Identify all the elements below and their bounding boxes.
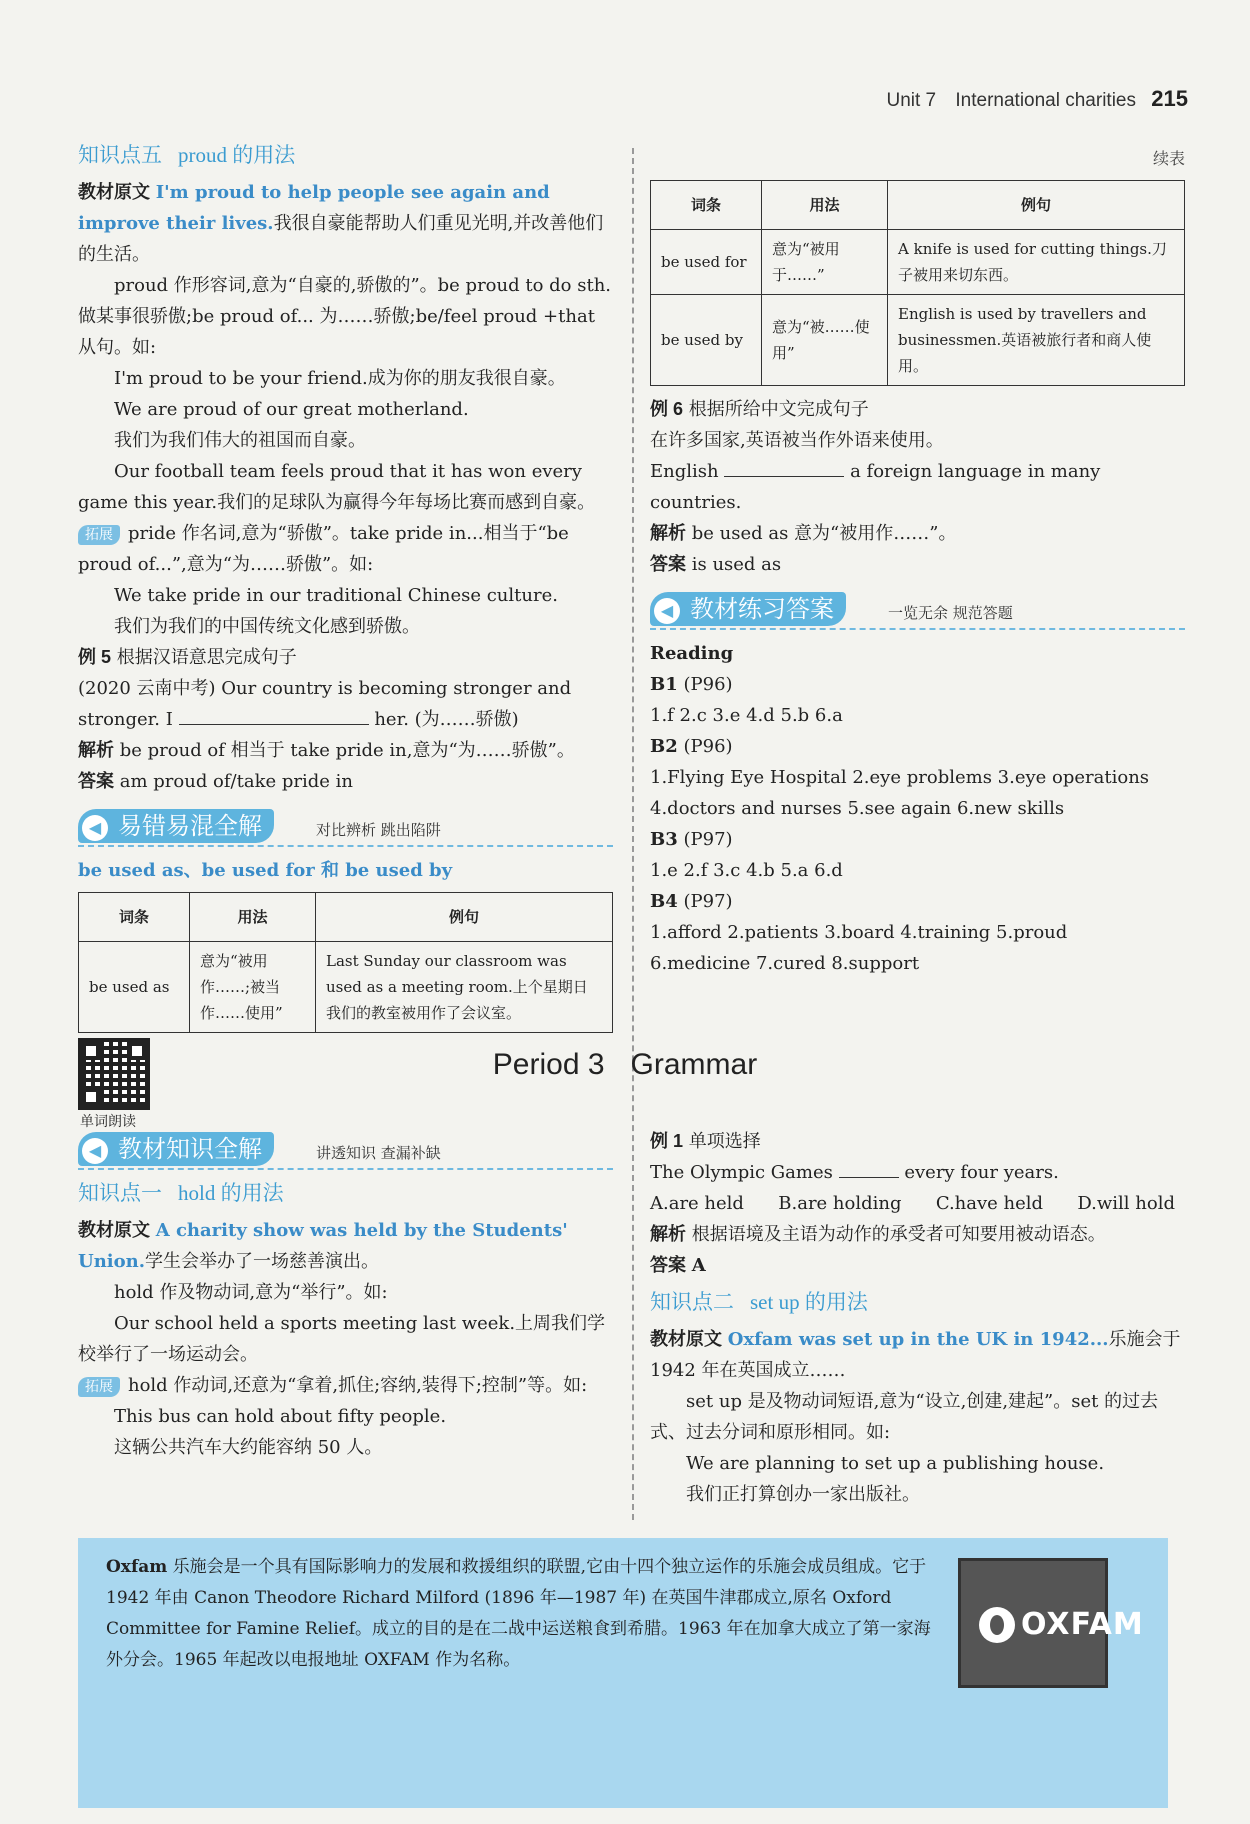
answers-b2-line2: 4.doctors and nurses 5.see again 6.new skills (650, 798, 1065, 819)
left-column-bottom (78, 1130, 613, 1463)
table-cell-term: be used by (651, 295, 762, 386)
unit-title: International charities (955, 90, 1136, 111)
oxfam-info-box (78, 1538, 1168, 1808)
column-divider (632, 148, 634, 1520)
k5-example-1: I'm proud to be your friend.成为你的朋友我很自豪。 (114, 368, 566, 389)
exercise-1-analysis: 解析 根据语境及主语为动作的承受者可知要用被动语态。 (650, 1224, 1106, 1245)
exercise-1-options (650, 1188, 1185, 1219)
exercise-6-chinese: 在许多国家,英语被当作外语来使用。 (650, 430, 944, 451)
banner-yicuo-title: ◀ 易错易混全解 (78, 809, 274, 843)
period-label: Period 3 (492, 1048, 605, 1081)
answers-b1-heading: B1 (P96) (650, 674, 733, 695)
table-cell-example: English is used by travellers and businessmen.英语被旅行者和商人使用。 (888, 295, 1185, 386)
answers-reading: Reading (650, 643, 734, 664)
megaphone-icon: ◀ (654, 598, 680, 624)
extension-tag: 拓展 (78, 1377, 120, 1397)
exercise-1-blank[interactable] (839, 1157, 899, 1178)
banner-yicuo-subtitle: 对比辨析 跳出陷阱 (316, 821, 441, 839)
k5-extension: 拓展 pride 作名词,意为“骄傲”。take pride in...相当于“be proud of...”,意为“为……骄傲”。如: (78, 523, 569, 575)
table-row (651, 230, 1185, 295)
banner-answers (650, 590, 1185, 630)
option-d[interactable]: D.will hold (1077, 1193, 1175, 1214)
table-header-example: 例句 (888, 181, 1185, 230)
k2-source: 教材原文 Oxfam was set up in the UK in 1942...乐施会于 1942 年在英国成立…… (650, 1329, 1181, 1381)
k5-example-2: We are proud of our great motherland. (114, 399, 469, 420)
k5-example-3: Our football team feels proud that it has won every game this year.我们的足球队为赢得今年每场比赛而感到自豪。 (78, 461, 596, 513)
continued-label: 续表 (1152, 149, 1185, 168)
table-cell-example: A knife is used for cutting things.刀子被用来切东西。 (888, 230, 1185, 295)
table-header-row (651, 181, 1185, 230)
exercise-6-answer: 答案 is used as (650, 554, 782, 575)
answers-b4-line1: 1.afford 2.patients 3.board 4.training 5.proud (650, 922, 1068, 943)
option-a[interactable]: A.are held (650, 1193, 744, 1214)
exercise-6-question: English a foreign language in many countries. (650, 456, 1185, 518)
k5-example-4: We take pride in our traditional Chinese culture. (114, 585, 558, 606)
k2-explanation: set up 是及物动词短语,意为“设立,创建,建起”。set 的过去式、过去分词和原形相同。如: (650, 1391, 1159, 1443)
answers-b2-line1: 1.Flying Eye Hospital 2.eye problems 3.eye operations (650, 767, 1150, 788)
period-title: Grammar (630, 1048, 758, 1081)
k2-title: 知识点二 set up 的用法 (650, 1290, 868, 1314)
used-comparison-title: be used as、be used for 和 be used by (78, 860, 453, 881)
exercise-6-analysis: 解析 be used as 意为“被用作……”。 (650, 523, 957, 544)
banner-knowledge (78, 1130, 613, 1170)
oxfam-name: Oxfam (106, 1557, 168, 1577)
k2-example-1: We are planning to set up a publishing house. (686, 1453, 1105, 1474)
option-b[interactable]: B.are holding (778, 1193, 902, 1214)
right-column-bottom (650, 1126, 1185, 1510)
table-row (651, 295, 1185, 386)
table-cell-term: be used as (79, 942, 190, 1033)
left-column-top (78, 140, 613, 1033)
answers-b2-heading: B2 (P96) (650, 736, 733, 757)
banner-knowledge-title: ◀ 教材知识全解 (78, 1132, 274, 1166)
k1-extension: 拓展 hold 作动词,还意为“拿着,抓住;容纳,装得下;控制”等。如: (78, 1370, 613, 1401)
exercise-5-blank[interactable] (179, 704, 369, 725)
table-header-term: 词条 (651, 181, 762, 230)
megaphone-icon: ◀ (82, 815, 108, 841)
answers-b4-heading: B4 (P97) (650, 891, 733, 912)
oxfam-description: Oxfam 乐施会是一个具有国际影响力的发展和救援组织的联盟,它由十四个独立运作的乐施会成员组成。它于 1942 年由 Canon Theodore Richard Milford (1896 年—1987 年) 在英国牛津郡成立,原名 Oxford Committee for Famine Relief。成立的目的是在二战中运送粮食到希腊。1963 年在加拿大成立了第一家海外分会。1965 年起改以电报地址 OXFAM 作为名称。 (106, 1557, 931, 1670)
banner-knowledge-subtitle: 讲透知识 查漏补缺 (316, 1144, 441, 1162)
table-cell-example: Last Sunday our classroom was used as a meeting room.上个星期日我们的教室被用作了会议室。 (316, 942, 613, 1033)
exercise-5-question: (2020 云南中考) Our country is becoming stronger and stronger. I her. (为……骄傲) (78, 678, 572, 730)
table-cell-usage: 意为“被用作……;被当作……使用” (190, 942, 316, 1033)
table-header-example: 例句 (316, 893, 613, 942)
exercise-5-heading: 例 5 根据汉语意思完成句子 (78, 647, 297, 668)
exercise-1-heading: 例 1 单项选择 (650, 1131, 761, 1152)
exercise-5-answer: 答案 am proud of/take pride in (78, 771, 353, 792)
table-cell-usage: 意为“被用于……” (762, 230, 888, 295)
unit-label: Unit 7 (886, 90, 937, 111)
k5-example-2-cn: 我们为我们伟大的祖国而自豪。 (114, 430, 366, 451)
megaphone-icon: ◀ (82, 1138, 108, 1164)
k1-example-2-cn: 这辆公共汽车大约能容纳 50 人。 (114, 1437, 383, 1458)
k5-source: 教材原文 I'm proud to help people see again and improve their lives.我很自豪能帮助人们重见光明,并改善他们的生活。 (78, 182, 604, 265)
answers-b4-line2: 6.medicine 7.cured 8.support (650, 953, 920, 974)
extension-tag: 拓展 (78, 525, 120, 545)
k1-example-2: This bus can hold about fifty people. (114, 1406, 447, 1427)
period-heading (0, 1048, 1250, 1082)
exercise-6-blank[interactable] (724, 456, 844, 477)
used-table-part2 (650, 180, 1185, 386)
right-column-top (650, 143, 1185, 979)
exercise-5-analysis: 解析 be proud of 相当于 take pride in,意为“为……骄傲”。 (78, 740, 575, 761)
k5-title: 知识点五 proud 的用法 (78, 143, 296, 167)
table-cell-usage: 意为“被……使用” (762, 295, 888, 386)
oxfam-logo-text: OXFAM (1021, 1607, 1144, 1642)
k1-source: 教材原文 A charity show was held by the Students' Union.学生会举办了一场慈善演出。 (78, 1220, 568, 1272)
table-header-row (79, 893, 613, 942)
qr-code-label: 单词朗读 (80, 1114, 136, 1130)
page-number: 215 (1151, 86, 1188, 111)
answers-b1: 1.f 2.c 3.e 4.d 5.b 6.a (650, 705, 843, 726)
exercise-1-answer: 答案 A (650, 1255, 706, 1276)
table-header-usage: 用法 (762, 181, 888, 230)
option-c[interactable]: C.have held (935, 1193, 1044, 1214)
banner-answers-subtitle: 一览无余 规范答题 (888, 604, 1013, 622)
k5-explanation: proud 作形容词,意为“自豪的,骄傲的”。be proud to do sth. 做某事很骄傲;be proud of... 为……骄傲;be/feel proud +that 从句。如: (78, 275, 612, 358)
table-header-term: 词条 (79, 893, 190, 942)
answers-b3-heading: B3 (P97) (650, 829, 733, 850)
table-row (79, 942, 613, 1033)
table-cell-term: be used for (651, 230, 762, 295)
oxfam-logo-icon (979, 1607, 1015, 1643)
answers-b3: 1.e 2.f 3.c 4.b 5.a 6.d (650, 860, 843, 881)
banner-yicuo (78, 807, 613, 847)
banner-answers-title: ◀ 教材练习答案 (650, 592, 846, 626)
k1-explanation: hold 作及物动词,意为“举行”。如: (114, 1282, 388, 1303)
exercise-1-question: The Olympic Games every four years. (650, 1157, 1185, 1188)
table-header-usage: 用法 (190, 893, 316, 942)
k5-example-4-cn: 我们为我们的中国传统文化感到骄傲。 (114, 616, 420, 637)
k1-example-1: Our school held a sports meeting last week.上周我们学校举行了一场运动会。 (78, 1313, 606, 1365)
exercise-6-heading: 例 6 根据所给中文完成句子 (650, 399, 869, 420)
oxfam-logo (958, 1558, 1144, 1688)
k2-example-1-cn: 我们正打算创办一家出版社。 (686, 1484, 920, 1505)
k1-title: 知识点一 hold 的用法 (78, 1181, 284, 1205)
used-table-part1 (78, 892, 613, 1033)
page-header (886, 86, 1188, 112)
